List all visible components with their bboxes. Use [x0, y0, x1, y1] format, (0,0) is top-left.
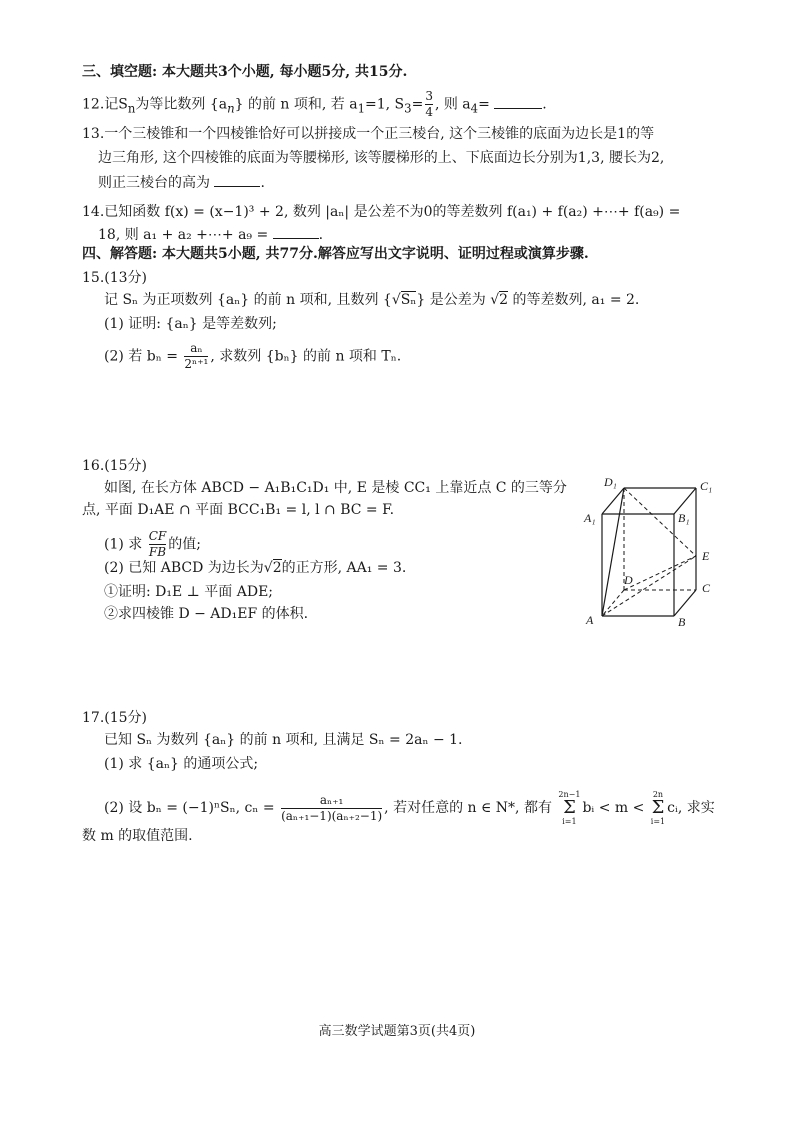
q15-p2-b: , 求数列 {bₙ} 的前 n 项和 Tₙ. — [210, 348, 402, 365]
q14-end: . — [318, 227, 324, 243]
q16-p2-b: 的正方形, AA₁ = 3. — [281, 560, 407, 576]
q16-fraction — [149, 530, 167, 559]
q12-fraction — [425, 90, 433, 119]
label-A1: A₁ — [584, 511, 596, 525]
q13-line-3 — [98, 172, 265, 193]
label-E: E — [702, 549, 710, 563]
q17-part-2 — [104, 790, 715, 826]
q15-frac-num: aₙ — [190, 341, 203, 355]
label-B: B — [678, 615, 686, 629]
cuboid-figure — [578, 472, 728, 632]
label-A: A — [586, 613, 594, 627]
q15-frac-den: 2ⁿ⁺¹ — [184, 357, 209, 371]
q12-text: 记S — [104, 96, 128, 113]
q12-frac-num: 3 — [425, 89, 433, 103]
q16-head: 16.(15分) — [82, 458, 148, 474]
q15-part-1: (1) 证明: {aₙ} 是等差数列; — [104, 316, 277, 332]
q16-frac-num: CF — [148, 529, 167, 543]
q15-stem-b: } 是公差为 — [416, 292, 486, 308]
sqrt-sign-2: √ — [490, 292, 500, 308]
q14-line-1: 14.已知函数 f(x) = (x−1)³ + 2, 数列 |aₙ| 是公差不为0的等差数列 f(a₁) + f(a₂) +⋯+ f(a₉) = — [82, 204, 681, 220]
q12-text2: 为等比数列 {a — [135, 96, 228, 113]
q17-p2-b: , 若对任意的 n ∈ N*, 都有 — [384, 800, 552, 816]
q17-sum2-bot: i=1 — [650, 817, 666, 826]
q15-stem-a: 记 Sₙ 为正项数列 {aₙ} 的前 n 项和, 且数列 { — [104, 292, 392, 308]
q13-answer-blank[interactable] — [214, 172, 260, 187]
q16-part-1 — [104, 530, 201, 559]
section-3-title: 三、填空题: 本大题共3个小题, 每小题5分, 共15分. — [82, 64, 408, 80]
q15-stem — [104, 290, 639, 310]
q16-part-2-i: ①证明: D₁E ⊥ 平面 ADE; — [104, 584, 274, 600]
q14-answer-blank[interactable] — [273, 224, 319, 239]
q16-p1-b: 的值; — [168, 536, 201, 553]
label-D: D — [624, 573, 633, 587]
q16-p2-sqrt: 2 — [272, 560, 282, 576]
label-C: C — [702, 581, 711, 595]
q17-frac-den: (aₙ₊₁−1)(aₙ₊₂−1) — [281, 808, 383, 823]
q12-num: 12. — [82, 96, 105, 113]
q13-end: . — [260, 175, 265, 191]
label-C1: C₁ — [700, 479, 713, 493]
sqrt-sign: √ — [391, 292, 401, 308]
q17-fraction — [281, 794, 382, 823]
page-footer: 高三数学试题第3页(共4页) — [318, 1024, 476, 1039]
section-4-title: 四、解答题: 本大题共5小题, 共77分.解答应写出文字说明、证明过程或演算步骤. — [82, 246, 589, 262]
q16-part-2 — [104, 558, 406, 578]
q17-sum1-bot: i=1 — [562, 817, 577, 826]
sqrt-sign-3: √ — [263, 560, 273, 576]
q12-sub: n — [127, 101, 136, 116]
q17-head: 17.(15分) — [82, 710, 148, 726]
label-B1: B₁ — [678, 511, 690, 525]
q12-text6: , 则 a — [434, 96, 471, 113]
q12-text4: =1, S — [365, 96, 405, 113]
q17-frac-num: aₙ₊₁ — [319, 792, 344, 807]
q17-sum1-top: 2n−1 — [558, 790, 581, 799]
q17-sum2-top: 2n — [652, 790, 664, 799]
q16-frac-den: FB — [148, 545, 167, 559]
q16-stem-1: 如图, 在长方体 ABCD − A₁B₁C₁D₁ 中, E 是棱 CC₁ 上靠近点 C 的三等分 — [104, 480, 567, 496]
q17-sum-2: 2n Σ i=1 — [650, 790, 666, 826]
q14-line2-text: 18, 则 a₁ + a₂ +⋯+ a₉ = — [98, 227, 269, 243]
label-D1: D₁ — [604, 475, 617, 489]
question-12: 12.记$S_n$为等比数列 $\{a_n\}$ 的前 n 项和, 若 $a_1=1$, $S_3=$ $\frac{3}{4}$ , 则 $a_4=$ . — [82, 89, 547, 119]
q15-head: 15.(13分) — [82, 270, 148, 286]
q12-end: . — [542, 96, 547, 113]
q13-line-2: 边三角形, 这个四棱锥的底面为等腰梯形, 该等腰梯形的上、下底面边长分别为1,3, 腰长为2, — [98, 150, 665, 166]
q16-p2-a: (2) 已知 ABCD 为边长为 — [104, 560, 264, 576]
q15-part-2 — [104, 342, 401, 371]
q14-line-2 — [98, 224, 323, 245]
q17-line-2: 数 m 的取值范围. — [82, 828, 193, 844]
q17-part-1: (1) 求 {aₙ} 的通项公式; — [104, 756, 259, 772]
q17-sum2-term: cᵢ — [667, 800, 678, 816]
q15-sqrt2: 2 — [499, 292, 509, 308]
q17-sum1-term: bᵢ — [582, 800, 595, 816]
q12-answer-blank[interactable] — [494, 94, 542, 109]
q15-fraction — [184, 342, 208, 371]
q15-sqrt-inner: Sₙ — [400, 292, 417, 308]
q12-frac-den: 4 — [425, 105, 433, 119]
q12-text3: } 的前 n 项和, 若 a — [234, 96, 358, 113]
q16-p1-a: (1) 求 — [104, 536, 143, 553]
q17-p2-c: < m < — [598, 800, 645, 816]
q17-stem: 已知 Sₙ 为数列 {aₙ} 的前 n 项和, 且满足 Sₙ = 2aₙ − 1. — [104, 732, 463, 748]
q15-stem-c: 的等差数列, a₁ = 2. — [512, 292, 640, 308]
q16-part-2-ii: ②求四棱锥 D − AD₁EF 的体积. — [104, 606, 309, 622]
q13-line-1: 13.一个三棱锥和一个四棱锥恰好可以拼接成一个正三棱台, 这个三棱锥的底面为边长是1的等 — [82, 126, 655, 142]
q17-p2-a: (2) 设 bₙ = (−1)ⁿSₙ, cₙ = — [104, 800, 275, 816]
q12-text5: = — [411, 96, 424, 113]
q17-p2-d: , 求实 — [677, 800, 715, 816]
q12-text7: = — [478, 96, 490, 113]
q16-stem-2: 点, 平面 D₁AE ∩ 平面 BCC₁B₁ = l, l ∩ BC = F. — [82, 502, 395, 518]
q15-p2-a: (2) 若 bₙ = — [104, 348, 178, 365]
q13-line3-text: 则正三棱台的高为 — [98, 175, 210, 191]
q17-sum-1: 2n−1 Σ i=1 — [558, 790, 581, 826]
q12-sub2: n — [227, 101, 235, 116]
